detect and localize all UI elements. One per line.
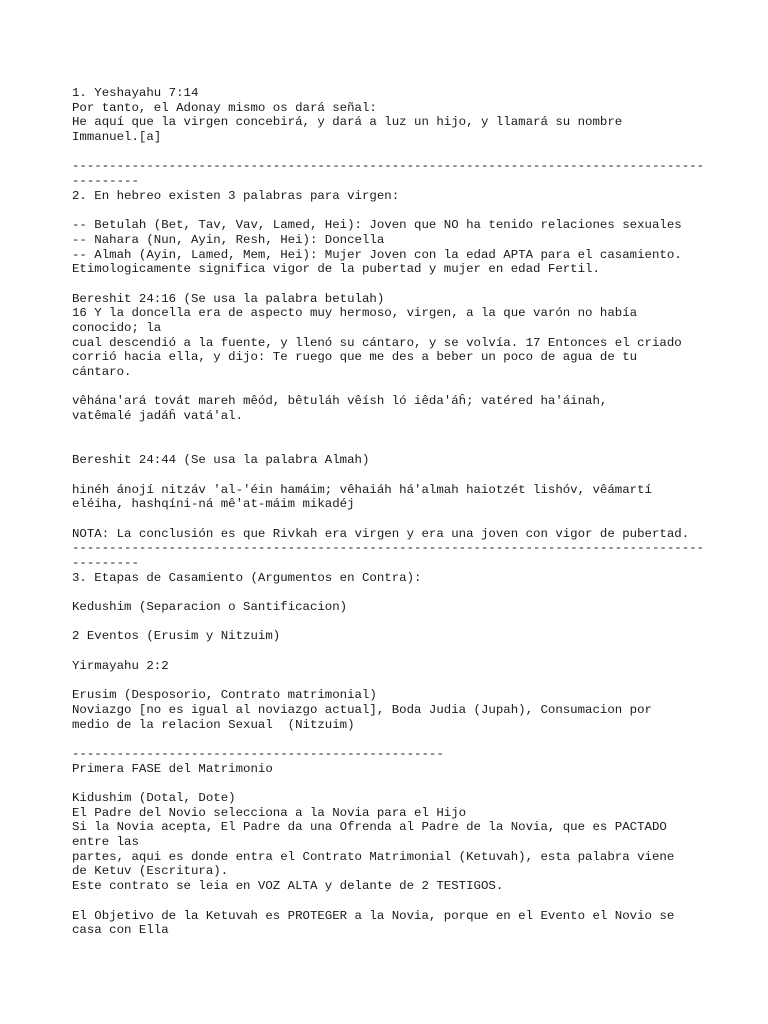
text-line: Noviazgo [no es igual al noviazgo actual], Boda Judia (Jupah), Consumacion por <box>72 702 652 717</box>
text-line: 2 Eventos (Erusim y Nitzuim) <box>72 629 281 644</box>
text-line: -------------------------------------------------- <box>72 746 444 761</box>
text-line: 16 Y la doncella era de aspecto muy hermoso, virgen, a la que varón no había <box>72 306 638 321</box>
document-text <box>72 86 705 938</box>
text-line: NOTA: La conclusión es que Rivkah era virgen y era una joven con vigor de pubertad. <box>72 526 690 541</box>
text-line <box>72 732 702 747</box>
text-line <box>72 585 702 600</box>
text-line: hinéh ánojí nitzáv 'al-'éin hamáim; vêhaiáh há'almah haiotzét lishóv, vêámartí <box>72 482 652 497</box>
text-line: vêhána'ará továt mareh mêód, bêtuláh vêísh ló iêda'áĥ; vatéred ha'áinah, <box>72 394 608 409</box>
text-line: Kidushim (Dotal, Dote) <box>72 791 236 805</box>
text-line: Bereshit 24:44 (Se usa la palabra Almah) <box>72 453 370 468</box>
text-line: --------- <box>72 556 139 570</box>
text-line: conocido; la <box>72 321 162 335</box>
text-line: 2. En hebreo existen 3 palabras para virgen: <box>72 188 400 203</box>
text-line: Este contrato se leia en VOZ ALTA y delante de 2 TESTIGOS. <box>72 879 504 894</box>
text-line: cual descendió a la fuente, y llenó su cántaro, y se volvía. 17 Entonces el criado <box>72 335 682 350</box>
text-line: -- Nahara (Nun, Ayin, Resh, Hei): Doncella <box>72 232 385 247</box>
text-line <box>72 512 702 527</box>
text-line: -- Betulah (Bet, Tav, Vav, Lamed, Hei): Joven que NO ha tenido relaciones sexuales <box>72 218 682 233</box>
text-line: Si la Novia acepta, El Padre da una Ofrenda al Padre de la Novia, que es PACTADO <box>72 820 667 835</box>
text-line: 3. Etapas de Casamiento (Argumentos en Contra): <box>72 570 422 585</box>
text-line <box>72 380 702 395</box>
text-line: Etimologicamente significa vigor de la pubertad y mujer en edad Fertil. <box>72 262 600 277</box>
text-line: ------------------------------------------------------------------------------------- <box>72 541 705 556</box>
text-line: Primera FASE del Matrimonio <box>72 761 273 776</box>
text-line: de Ketuv (Escritura). <box>72 864 229 879</box>
text-line: Yirmayahu 2:2 <box>72 658 169 673</box>
text-line <box>72 615 702 630</box>
text-line: Por tanto, el Adonay mismo os dará señal: <box>72 100 377 115</box>
text-line: medio de la relacion Sexual (Nitzuim) <box>72 717 355 732</box>
text-line <box>72 468 702 483</box>
text-line <box>72 439 702 454</box>
text-line: 1. Yeshayahu 7:14 <box>72 86 199 100</box>
text-line: El Objetivo de la Ketuvah es PROTEGER a la Novia, porque en el Evento el Novio se <box>72 908 675 923</box>
text-line <box>72 894 702 909</box>
text-line: casa con Ella <box>72 923 169 938</box>
text-line <box>72 644 702 659</box>
text-line <box>72 776 702 791</box>
text-line: eléiha, hashqíni-ná mê'at-máim mikadéj <box>72 497 355 512</box>
text-line <box>72 277 702 292</box>
text-line <box>72 424 702 439</box>
text-line: partes, aqui es donde entra el Contrato Matrimonial (Ketuvah), esta palabra viene <box>72 849 675 864</box>
text-line: Immanuel.[a] <box>72 130 162 145</box>
text-line: Bereshit 24:16 (Se usa la palabra betulah) <box>72 291 385 306</box>
text-line <box>72 204 702 219</box>
text-line <box>72 145 702 160</box>
text-line: Erusim (Desposorio, Contrato matrimonial) <box>72 688 377 703</box>
text-line: He aquí que la virgen concebirá, y dará a luz un hijo, y llamará su nombre <box>72 115 623 130</box>
text-line <box>72 674 702 689</box>
text-line: entre las <box>72 835 139 850</box>
text-line: --------- <box>72 174 139 189</box>
text-line: El Padre del Novio selecciona a la Novia para el Hijo <box>72 805 467 820</box>
text-line: -- Almah (Ayin, Lamed, Mem, Hei): Mujer Joven con la edad APTA para el casamiento. <box>72 247 682 262</box>
text-line: corrió hacia ella, y dijo: Te ruego que me des a beber un poco de agua de tu <box>72 350 638 365</box>
text-line: cántaro. <box>72 365 132 380</box>
text-line: vatêmalé jadáĥ vatá'al. <box>72 409 244 424</box>
text-line: ------------------------------------------------------------------------------------- <box>72 159 705 174</box>
text-line: Kedushim (Separacion o Santificacion) <box>72 600 348 615</box>
